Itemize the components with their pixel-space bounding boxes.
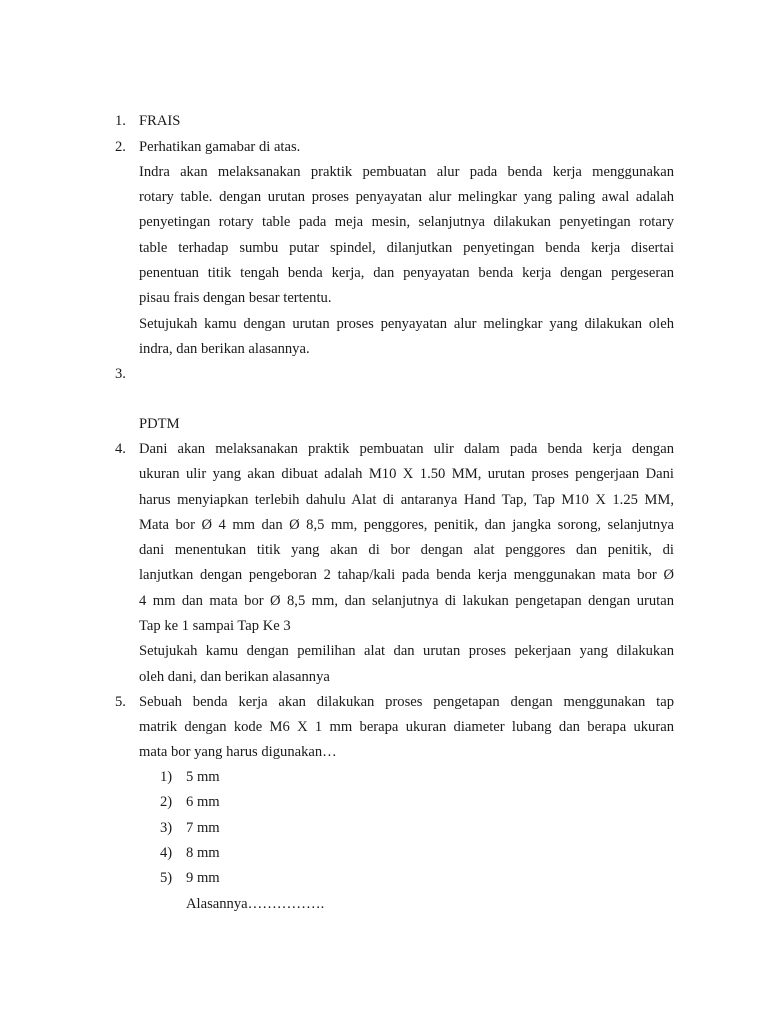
item-4-text	[139, 437, 674, 690]
text-line: dani menentukan titik yang akan di bor dengan alat penggores dan penitik, di	[139, 542, 674, 559]
text-line: ukuran ulir yang akan dibuat adalah M10 X 1.50 MM, urutan proses pengerjaan Dani	[139, 466, 674, 483]
text-line: lanjutkan dengan pengeboran 2 tahap/kali pada benda kerja menggunakan mata bor Ø	[139, 567, 674, 584]
item-number: 2.	[115, 138, 126, 155]
text-line: Setujukah kamu dengan pemilihan alat dan urutan proses pekerjaan yang dilakukan	[139, 643, 674, 660]
text-line: oleh dani, dan berikan alasannya	[139, 668, 330, 685]
item-2-text	[139, 135, 674, 363]
option-number: 1)	[160, 769, 173, 785]
text-line: harus menyiapkan terlebih dahulu Alat di antaranya Hand Tap, Tap M10 X 1.25 MM,	[139, 491, 674, 508]
text-line: pisau frais dengan besar tertentu.	[139, 290, 332, 307]
option-number: 2)	[160, 794, 173, 811]
option-text: 7 mm	[186, 819, 220, 836]
item-number: 3.	[115, 366, 126, 382]
item-number: 5.	[115, 693, 126, 710]
section-heading-frais: FRAIS	[139, 113, 181, 129]
item-number: 1.	[115, 113, 126, 129]
item-number: 4.	[115, 441, 126, 457]
option-text: 9 mm	[186, 870, 220, 887]
text-line: Setujukah kamu dengan urutan proses penyayatan alur melingkar yang dilakukan oleh	[139, 315, 674, 332]
text-line: indra, dan berikan alasannya.	[139, 340, 310, 357]
option-text: 6 mm	[186, 794, 220, 811]
option-number: 4)	[160, 844, 173, 861]
option-number: 5)	[160, 870, 173, 887]
item-1-text	[139, 109, 674, 134]
text-line: table terhadap sumbu putar spindel, dilanjutkan penyetingan benda kerja disertai	[139, 239, 674, 256]
section-heading-pdtm: PDTM	[139, 416, 180, 432]
pdtm-heading-block	[139, 412, 674, 437]
option-text: 8 mm	[186, 844, 220, 861]
option-text: 5 mm	[186, 769, 220, 785]
text-line: penentuan titik tengah benda kerja, dan penyayatan benda kerja dengan pergeseran	[139, 264, 674, 281]
text-line: rotary table. dengan urutan proses penyayatan alur melingkar yang paling awal adalah	[139, 189, 674, 206]
text-line: penyetingan rotary table pada meja mesin, selanjutnya dilakukan penyetingan rotary	[139, 214, 674, 231]
text-line: Sebuah benda kerja akan dilakukan proses pengetapan dengan menggunakan tap	[139, 693, 674, 710]
text-line: 4 mm dan mata bor Ø 8,5 mm, dan selanjutnya di lakukan pengetapan dengan urutan	[139, 592, 674, 609]
text-line: Dani akan melaksanakan praktik pembuatan ulir dalam pada benda kerja dengan	[139, 441, 674, 457]
text-line: Mata bor Ø 4 mm dan Ø 8,5 mm, penggores, penitik, dan jangka sorong, selanjutnya	[139, 516, 674, 533]
text-line: matrik dengan kode M6 X 1 mm berapa ukuran diameter lubang dan berapa ukuran	[139, 718, 674, 735]
text-line: mata bor yang harus digunakan…	[139, 744, 337, 761]
reason-prompt: Alasannya…………….	[186, 895, 325, 912]
option-number: 3)	[160, 819, 173, 836]
text-line: Indra akan melaksanakan praktik pembuatan alur pada benda kerja menggunakan	[139, 163, 674, 180]
text-line: Tap ke 1 sampai Tap Ke 3	[139, 618, 291, 635]
item-5-text	[139, 690, 674, 766]
text-line: Perhatikan gamabar di atas.	[139, 138, 301, 155]
